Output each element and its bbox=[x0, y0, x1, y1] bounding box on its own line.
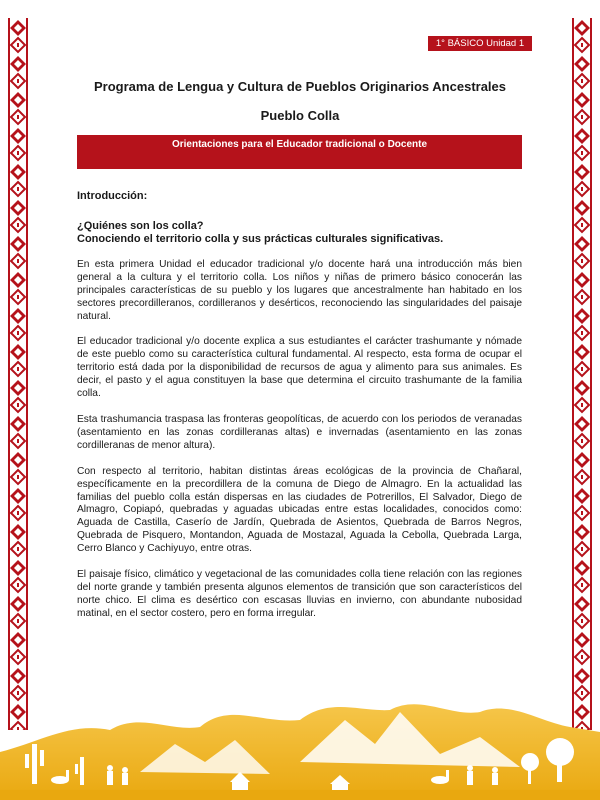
question-heading: ¿Quiénes son los colla? bbox=[77, 219, 204, 232]
right-decorative-border bbox=[571, 18, 593, 730]
unit-tab: 1° BÁSICO Unidad 1 bbox=[428, 36, 532, 51]
question-subheading: Conociendo el territorio colla y sus prácticas culturales significativas. bbox=[77, 232, 444, 245]
section-banner bbox=[77, 135, 522, 169]
page-title: Programa de Lengua y Cultura de Pueblos Originarios Ancestrales bbox=[93, 79, 507, 94]
paragraph: Con respecto al territorio, habitan distintas áreas ecológicas de la provincia de Chañaral, específicamente en la precordillera de la comuna de Diego de Almagro. En la actualidad las familias del pueblo colla están dispersas en las ciudades de Potrerillos, El Salvador, Diego de Almagro, Copiapó, quebradas y aguadas ubicadas entre estas localidades, conocidos como: Aguada de Castilla, Caserío de Jardín, Quebrada de Asientos, Quebrada de Barros Negros, Quebrada de Pisquero, Montandon, Aguada de Mostazal, Aguada la Cebolla, Quebrada Larga, Cerro Blanco y Cachiyuyo, entre otras. bbox=[77, 465, 522, 555]
section-banner-text: Orientaciones para el Educador tradicional o Docente bbox=[171, 139, 428, 150]
document-body bbox=[77, 190, 522, 634]
left-decorative-border bbox=[7, 18, 29, 730]
landscape-illustration bbox=[0, 682, 600, 800]
section-heading: Introducción: bbox=[77, 190, 148, 202]
paragraph: El paisaje físico, climático y vegetacional de las comunidades colla tiene relación con las regiones del norte grande y también presenta algunos elementos de transición que son característicos del norte chico. El clima es desértico con escasas lluvias en invierno, con abundante nubosidad matinal, en el sector costero, pero en forma irregular. bbox=[77, 569, 522, 619]
paragraph: Esta trashumancia traspasa las fronteras geopolíticas, de acuerdo con los periodos de veranadas (asentamiento en las zonas cordilleranas altas) e invernadas (asentamiento en las zonas cordilleranas de menor altura). bbox=[77, 413, 522, 451]
paragraph: En esta primera Unidad el educador tradicional y/o docente hará una introducción más bien general a la cultura y el territorio colla. Los niños y niñas de primero básico conocerán las principales características de su pueblo y los lugares que ancestralmente han habitado en los sectores precordilleranos, cordilleranos y desérticos, reconociendo las singularidades del paisaje natural. bbox=[77, 258, 522, 322]
paragraph: El educador tradicional y/o docente explica a sus estudiantes el carácter trashumante y nómade de este pueblo como su característica cultural fundamental. Al respecto, esta forma de ocupar el territorio está dada por la disponibilidad de recursos de agua y alimento para sus animales. Es decir, el pasto y el agua constituyen la base que determina el circuito trashumante de la familia colla. bbox=[77, 336, 522, 400]
page-subtitle: Pueblo Colla bbox=[260, 108, 340, 123]
